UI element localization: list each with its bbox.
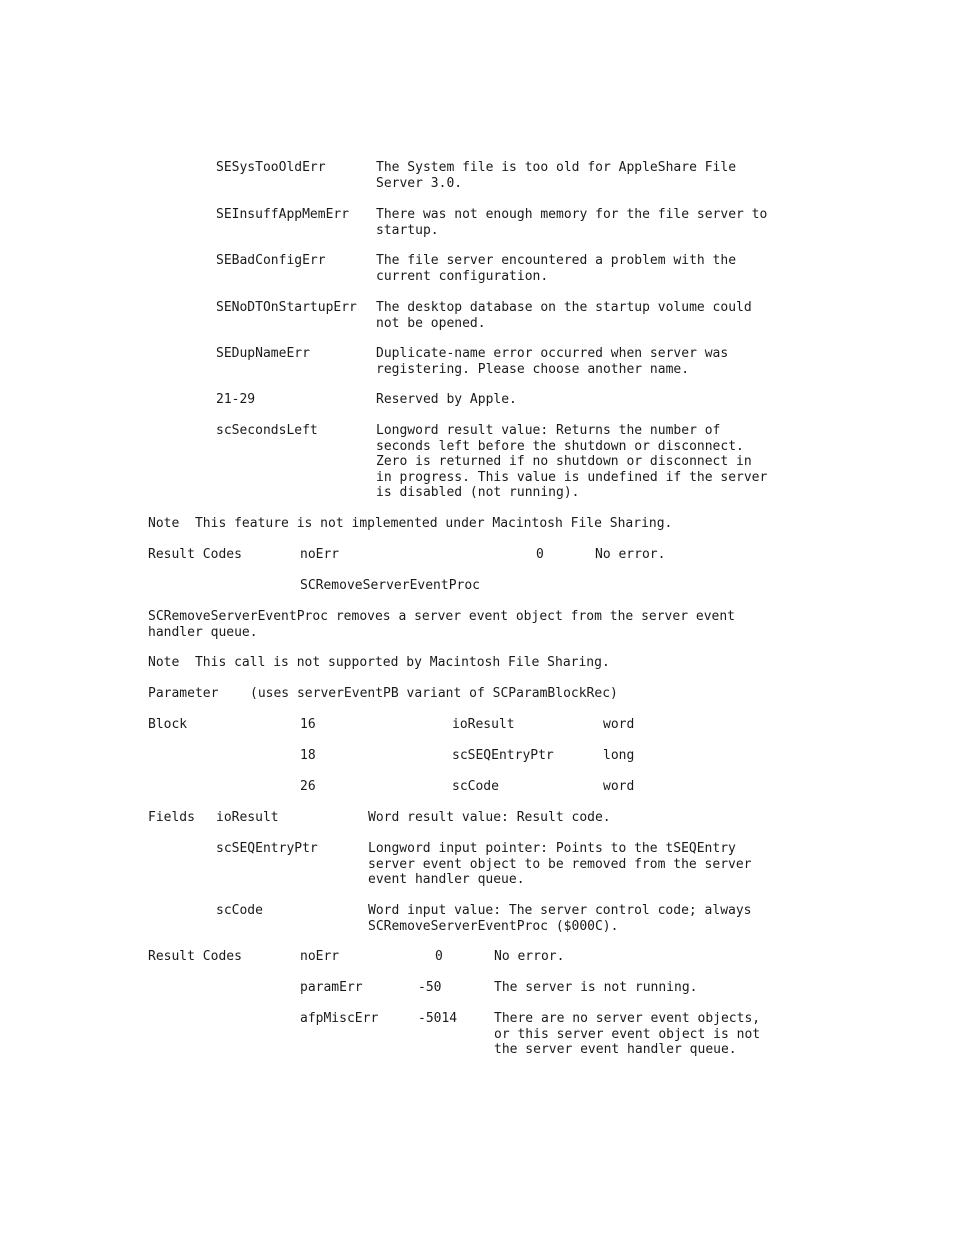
error-code-desc-line: Reserved by Apple.	[376, 392, 517, 407]
block-field-name: scSEQEntryPtr	[452, 748, 554, 763]
field-name: scSEQEntryPtr	[216, 841, 318, 856]
result-code-desc: There are no server event objects,	[494, 1011, 761, 1026]
error-code-name: SEBadConfigErr	[216, 253, 326, 268]
result-codes-label: Result Codes	[148, 547, 242, 562]
routine-summary-line: SCRemoveServerEventProc removes a server event object from the server event	[148, 609, 735, 624]
routine-summary-line: handler queue.	[148, 624, 258, 640]
error-code-desc-line: The System file is too old for AppleShare File	[376, 160, 737, 175]
block-offset: 16	[300, 717, 316, 732]
field-desc-line: event handler queue.	[368, 872, 525, 887]
block-field-name: scCode	[452, 779, 499, 794]
result-code-name: paramErr	[300, 980, 363, 995]
block-field-name: ioResult	[452, 717, 515, 732]
error-code-desc-line: not be opened.	[376, 315, 486, 331]
result-code-desc: or this server event object is not	[494, 1026, 761, 1042]
routine-title: SCRemoveServerEventProc	[300, 578, 481, 593]
field-desc-line: Longword input pointer: Points to the tSEQEntry	[368, 841, 736, 856]
error-code-desc-line: Duplicate-name error occurred when server was	[376, 346, 729, 361]
result-code-name: noErr	[300, 547, 340, 562]
error-code-desc-line: The file server encountered a problem with the	[376, 253, 737, 268]
result-code-name: noErr	[300, 949, 340, 964]
block-field-size: word	[603, 717, 635, 732]
error-code-desc-line: seconds left before the shutdown or disconnect.	[376, 438, 744, 454]
result-code-desc: No error.	[494, 949, 565, 964]
result-code-value: -50	[418, 980, 442, 995]
note-text: Note This feature is not implemented under Macintosh File Sharing.	[148, 516, 673, 531]
result-code-value: -5014	[418, 1011, 458, 1026]
error-code-desc-line: The desktop database on the startup volume could	[376, 300, 752, 315]
result-code-name: afpMiscErr	[300, 1011, 379, 1026]
error-code-desc-line: Server 3.0.	[376, 175, 463, 191]
fields-label: Fields	[148, 810, 195, 825]
error-code-desc-line: registering. Please choose another name.	[376, 361, 690, 377]
field-desc-line: Word input value: The server control code; always	[368, 903, 752, 918]
parameter-label: Parameter	[148, 686, 219, 701]
block-label: Block	[148, 717, 188, 732]
result-code-value: 0	[536, 547, 544, 562]
result-code-value: 0	[435, 949, 443, 964]
error-code-desc-line: current configuration.	[376, 268, 549, 284]
error-code-name: SENoDTOnStartupErr	[216, 300, 357, 315]
error-code-name: scSecondsLeft	[216, 423, 318, 438]
field-desc-line: SCRemoveServerEventProc ($000C).	[368, 918, 619, 934]
error-code-name: SEInsuffAppMemErr	[216, 207, 350, 222]
result-code-desc: the server event handler queue.	[494, 1042, 737, 1057]
block-offset: 18	[300, 748, 316, 763]
error-code-desc-line: Longword result value: Returns the number of	[376, 423, 721, 438]
error-code-name: SEDupNameErr	[216, 346, 310, 361]
block-field-size: long	[603, 748, 635, 763]
error-code-desc-line: startup.	[376, 222, 439, 238]
error-code-desc-line: Zero is returned if no shutdown or disconnect in	[376, 454, 752, 469]
result-codes-label: Result Codes	[148, 949, 242, 964]
result-code-desc: No error.	[595, 547, 666, 562]
error-code-desc-line: in progress. This value is undefined if the server	[376, 469, 768, 485]
parameter-desc: (uses serverEventPB variant of SCParamBlockRec)	[250, 686, 618, 701]
block-field-size: word	[603, 779, 635, 794]
result-code-desc: The server is not running.	[494, 980, 698, 995]
field-desc-line: Word result value: Result code.	[368, 810, 611, 825]
note-text: Note This call is not supported by Macintosh File Sharing.	[148, 655, 610, 670]
field-desc-line: server event object to be removed from the server	[368, 856, 752, 872]
error-code-name: SESysTooOldErr	[216, 160, 326, 175]
error-code-desc-line: is disabled (not running).	[376, 485, 580, 500]
field-name: ioResult	[216, 810, 279, 825]
error-code-name: 21-29	[216, 392, 256, 407]
block-offset: 26	[300, 779, 316, 794]
error-code-desc-line: There was not enough memory for the file server to	[376, 207, 768, 222]
field-name: scCode	[216, 903, 263, 918]
